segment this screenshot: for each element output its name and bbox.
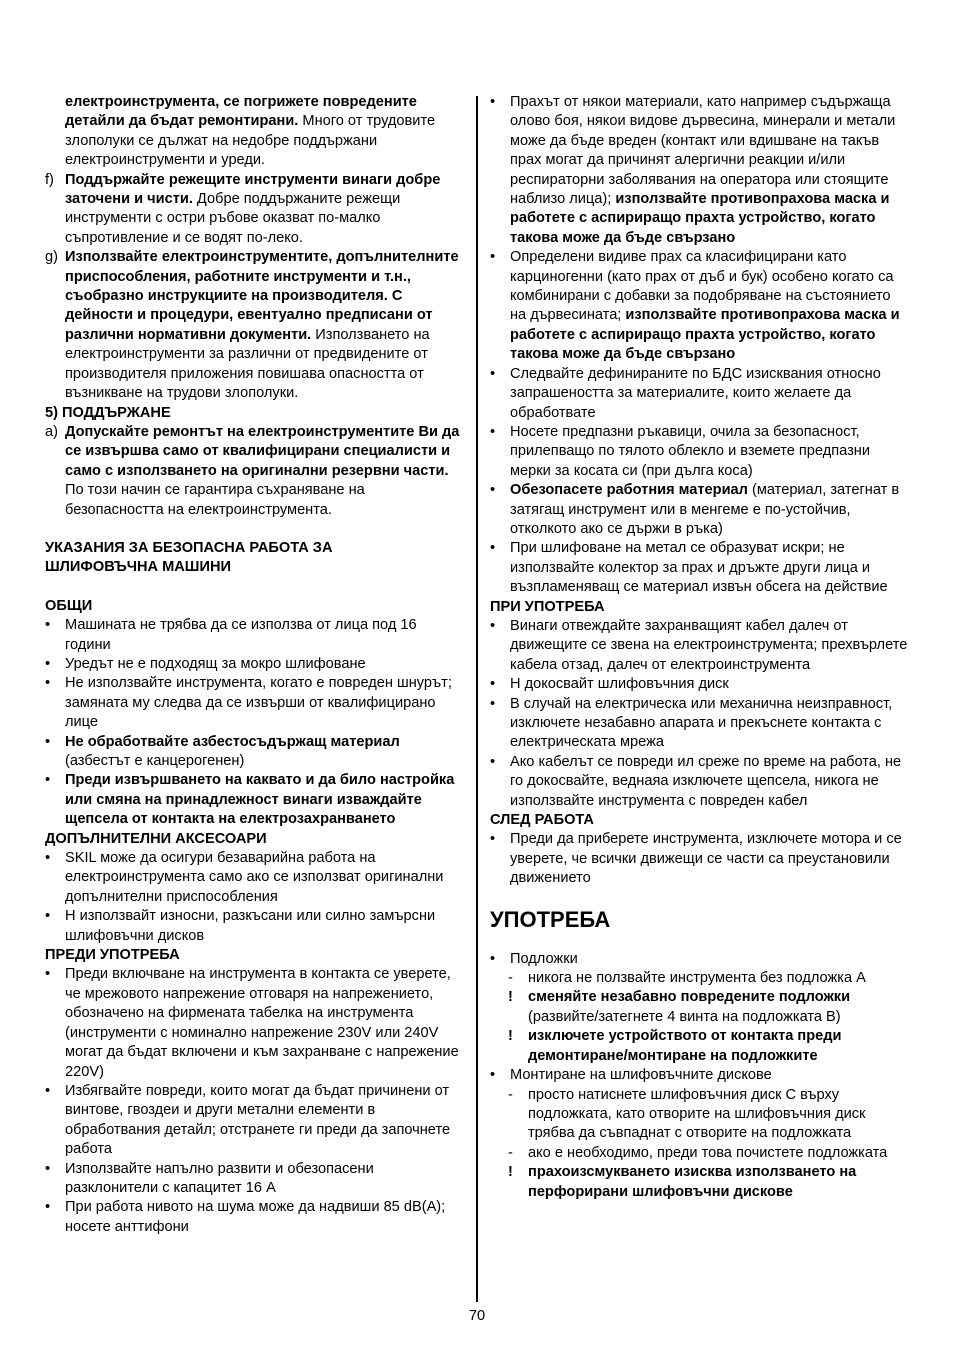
- sub-item: [490, 1027, 910, 1066]
- list-item-text: Н използвайт износни, разкъсани или силно замърсни шлифовъчни дисков: [65, 908, 436, 944]
- rule-f-text: Добре поддържаните режещи инструменти с остри ръбове оказват по-малко съпротивление и се водят по-леко.: [65, 191, 401, 246]
- list-item-text: Уредът не е подходящ за мокро шлифоване: [65, 655, 366, 672]
- list-item-bold: Не обработвайте азбестосъдържащ материал: [65, 733, 400, 750]
- sub-item-bold: сменяйте незабавно повредените подложки: [528, 989, 851, 1006]
- list-item: [45, 616, 465, 655]
- bullet: •: [45, 1160, 51, 1177]
- list-item-text: Определени видиве прах са класифицирани като карциногенни (като прах от дъб и бук) особено когато са комбинирани с добавки за подобряване на състоянието на дървесината;: [510, 249, 894, 324]
- list-item-bold: използвайте противопрахова маска и работете с аспириращо прахта устройство, когато такова може да бъде свързано: [510, 191, 890, 246]
- list-item: [490, 830, 910, 888]
- bullet: •: [490, 94, 496, 110]
- list-item: [490, 1066, 910, 1085]
- bullet: •: [45, 772, 51, 789]
- list-item: [45, 1160, 465, 1199]
- bullet: •: [490, 950, 496, 967]
- list-item-text: В случай на електрическа или механична неизправност, изключете незабавно апарата и прекъснете контакта с електрическата мрежа: [510, 695, 893, 751]
- list-item: [45, 965, 465, 1081]
- bullet: •: [490, 753, 496, 770]
- list-item-text: При работа нивото на шума може да надвиши 85 dB(A); носете анттифони: [65, 1199, 446, 1235]
- page-number: 70: [468, 1308, 486, 1324]
- rule-f-continued: [45, 93, 465, 171]
- list-item: [45, 1082, 465, 1160]
- list-item: [490, 481, 910, 539]
- sub-item-bold: прахоизсмукването изисква използването на перфорирани шлифовъчни дискове: [528, 1164, 857, 1200]
- rule-a-bold: Допускайте ремонтът на електроинструментите Ви да се извършва само от квалифицирани специалисти и само с използването на оригинални резервни части.: [65, 423, 460, 479]
- list-item: [490, 539, 910, 597]
- list-item-text: При шлифоване на метал се образуват искри; не използвайте колектор за прах и дръжте други лица и възпламеняващ се материал извън обсега на действие: [510, 540, 888, 596]
- bullet: •: [45, 733, 51, 750]
- list-item: [45, 1198, 465, 1237]
- list-item-text: Използвайте напълно развити и обезопасени разклонители с капацитет 16 A: [65, 1160, 374, 1196]
- bullet: •: [45, 675, 51, 692]
- list-item: [490, 248, 910, 364]
- list-item: [45, 655, 465, 674]
- list-item: [490, 365, 910, 423]
- left-column: [45, 93, 465, 1237]
- sub-item: [490, 969, 910, 988]
- list-item-text: Ако кабелът се повреди ил среже по време на работа, не го докосвайте, веднаяа изключете щепсела, никога не използвайте инструмента с повреден кабел: [510, 753, 902, 809]
- list-item-text: (материал, затегнат в затягащ инструмент или в менгеме е по-устойчив, отколкото ако се държи в ръка): [510, 482, 900, 537]
- general-heading: ОБЩИ: [45, 597, 93, 614]
- before-use-heading: ПРЕДИ УПОТРЕБА: [45, 947, 180, 964]
- list-item-text: Преди включване на инструмента в контакта се уверете, че мрежовото напрежение отговаря на напрежението, обозначено на фирмената табелка на инструмента (инструменти с номинално напрежение 230V или 240V могат да бъдат включени и към захранване с напрежение 220V): [65, 966, 459, 1080]
- rule-f-continued-text: Много от трудовите злополуки се дължат на недобре поддържани електроинструменти и уреди.: [65, 113, 436, 169]
- bullet: •: [490, 617, 496, 634]
- bullet: •: [45, 1082, 51, 1099]
- bullet: •: [490, 695, 496, 712]
- rule-a: [45, 423, 465, 520]
- sub-item: [490, 1144, 910, 1163]
- bullet: •: [490, 482, 496, 499]
- list-item: [45, 849, 465, 907]
- list-item: [490, 423, 910, 481]
- section-5-heading: 5) ПОДДЪРЖАНЕ: [45, 404, 171, 421]
- bullet: •: [490, 676, 496, 693]
- list-item-text: Прахът от някои материали, като например съдържаща олово боя, някои видове дървесина, минерали и метали може да бъде вреден (контакт или вдишване на такъв прах могат да причинят алергични реакции и/или респираторни заболявания на оператора или стоящите наблизо лица);: [510, 94, 896, 208]
- rule-a-marker: a): [45, 423, 58, 440]
- list-item: [45, 674, 465, 732]
- after-work-heading: СЛЕД РАБОТА: [490, 812, 594, 829]
- list-item-bold: Обезопасете работния материал: [510, 482, 748, 499]
- bullet: •: [490, 365, 496, 382]
- rule-g: [45, 248, 465, 403]
- list-item-text: Носете предпазни ръкавици, очила за безопасност, прилепващо по тялото облекло и вземете предпазни мерки за косата си (при дълга коса): [510, 423, 870, 479]
- rule-f-marker: f): [45, 171, 54, 188]
- bullet: •: [45, 908, 51, 925]
- dash-marker: -: [508, 1144, 513, 1161]
- dash-marker: -: [508, 1086, 513, 1103]
- during-use-heading: ПРИ УПОТРЕБА: [490, 598, 605, 615]
- sub-item-text: (развийте/затегнете 4 винта на подложката B): [528, 1008, 841, 1025]
- dash-marker: -: [508, 970, 513, 987]
- list-item-text: Винаги отвеждайте захранващият кабел далеч от движещите се звена на електроинструмента; прехвърлете кабела отзад, далеч от електроинструмента: [510, 617, 908, 673]
- list-item-text: SKIL може да осигури безаварийна работа на електроинструмента само ако се използват оригинални допълнителни приспособления: [65, 850, 444, 905]
- list-item: [490, 675, 910, 694]
- bullet: •: [45, 617, 51, 634]
- column-divider: [476, 96, 478, 1302]
- rule-f-bold: Поддържайте режещите инструменти винаги добре заточени и чисти.: [65, 171, 441, 208]
- bullet: •: [490, 831, 496, 848]
- safety-heading: УКАЗАНИЯ ЗА БЕЗОПАСНА РАБОТА ЗА ШЛИФОВЪЧНА МАШИНИ: [45, 539, 333, 576]
- exclamation-marker: !: [508, 989, 513, 1006]
- list-item-text: Не използвайте инструмента, когато е повреден шнурът; замяната му следва да се извърши от квалифицирано лице: [65, 675, 452, 731]
- sub-item: [490, 1163, 910, 1202]
- list-item-bold: използвайте противопрахова маска и работете с аспириращо прахта устройство, когато такова може да бъде свързано: [510, 307, 900, 363]
- list-item-text: Монтиране на шлифовъчните дискове: [510, 1067, 772, 1084]
- sub-item: [490, 988, 910, 1027]
- bullet: •: [45, 655, 51, 672]
- rule-a-text: По този начин се гарантира съхраняване на безопасността на електроинструмента.: [65, 482, 365, 518]
- list-item-text: Преди да приберете инструмента, изключете мотора и се уверете, че всички движещи се части са преустановили движението: [510, 831, 902, 887]
- list-item: [45, 771, 465, 829]
- bullet: •: [490, 540, 496, 557]
- exclamation-marker: !: [508, 1164, 513, 1181]
- rule-f-continued-bold: електроинструмента, се погрижете повредените детайли да бъдат ремонтирани.: [65, 94, 417, 130]
- list-item: [490, 617, 910, 675]
- rule-g-text: Използването на електроинструменти за различни от предвидените от производителя приложения повишава опасността от възникване на трудови злополуки.: [65, 326, 430, 402]
- rule-g-marker: g): [45, 249, 58, 266]
- list-item-text: Н докосвайт шлифовъчния диск: [510, 676, 729, 693]
- sub-item-text: никога не ползвайте инструмента без подложка A: [528, 970, 866, 987]
- list-item: [490, 695, 910, 753]
- bullet: •: [45, 1199, 51, 1216]
- bullet: •: [490, 1067, 496, 1084]
- bullet: •: [45, 966, 51, 983]
- rule-f: [45, 171, 465, 249]
- bullet: •: [490, 423, 496, 440]
- list-item-text: (азбестът е канцерогенен): [65, 753, 245, 769]
- sub-item-text: ако е необходимо, преди това почистете подложката: [528, 1144, 888, 1161]
- bullet: •: [45, 850, 51, 867]
- exclamation-marker: !: [508, 1028, 513, 1045]
- sub-item-text: просто натиснете шлифовъчния диск C върху подложката, като отворите на шлифовъчния диск трябва да съвпаднат с отворите на подложката: [528, 1086, 866, 1142]
- list-item-text: Машината не трябва да се използва от лица под 16 години: [65, 617, 417, 653]
- bullet: •: [490, 249, 496, 266]
- list-item: [45, 907, 465, 946]
- sub-item-bold: изключете устройството от контакта преди демонтиране/монтиране на подложките: [528, 1028, 842, 1064]
- section-title: УПОТРЕБА: [490, 906, 611, 932]
- list-item-text: Подложки: [510, 950, 578, 967]
- right-column: [490, 93, 910, 1202]
- list-item: [490, 93, 910, 248]
- list-item-bold: Преди извършването на каквато и да било настройка или смяна на принадлежност винаги изваждайте щепсела от контакта на електрозахранването: [65, 772, 455, 828]
- rule-g-bold: Използвайте електроинструментите, допълнителните приспособления, работните инструменти и т.н., съобразно инструкциите на производителя. С дейности и процедури, евентуално предписани от различни нормативни документи.: [65, 249, 459, 343]
- list-item-text: Избягвайте повреди, които могат да бъдат причинени от винтове, гвоздеи и други метални елементи в обработвания детайл; отстранете ги преди да започнете работа: [65, 1082, 451, 1158]
- accessories-heading: ДОПЪЛНИТЕЛНИ АКСЕСОАРИ: [45, 830, 267, 847]
- list-item: [490, 753, 910, 811]
- sub-item: [490, 1086, 910, 1144]
- list-item: [490, 950, 910, 969]
- list-item-text: Следвайте дефинираните по БДС изисквания относно запрашеността за материалите, които желаете да обработвате: [510, 365, 881, 421]
- list-item: [45, 733, 465, 772]
